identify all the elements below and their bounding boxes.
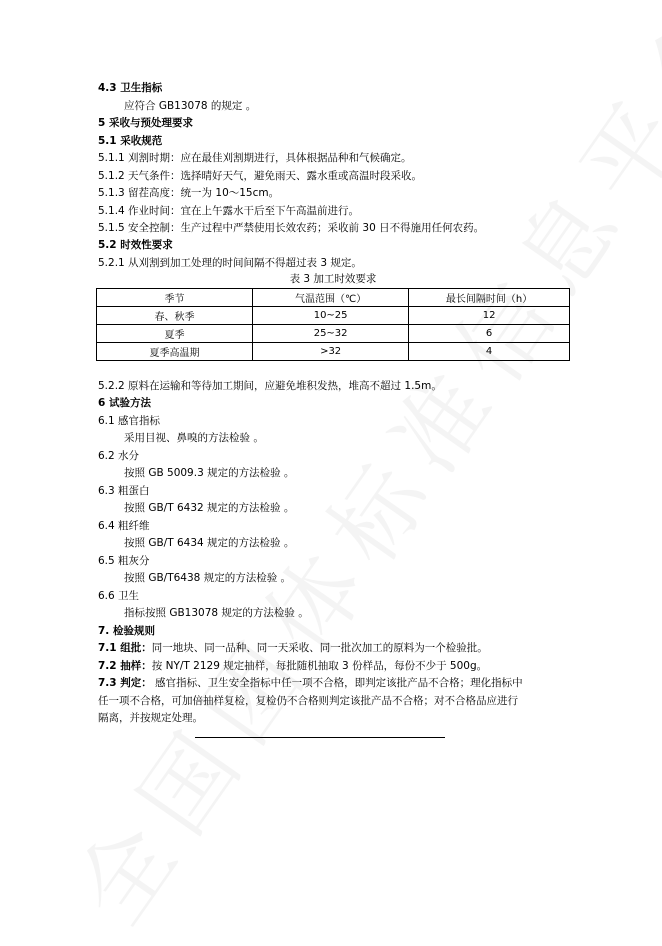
- clause-6-6: 6.6 卫生: [98, 590, 140, 602]
- heading-4-3: 4.3 卫生指标: [98, 82, 163, 94]
- table-header-cell: 季节: [97, 289, 253, 307]
- paragraph: 采用目视、鼻嗅的方法检验 。: [124, 432, 264, 444]
- clause-6-5: 6.5 粗灰分: [98, 555, 150, 567]
- table-row: [97, 343, 570, 361]
- heading-5: 5 采收与预处理要求: [98, 117, 193, 129]
- table-caption: 表 3 加工时效要求: [289, 273, 377, 285]
- clause-6-4: 6.4 粗纤维: [98, 520, 150, 532]
- paragraph: 指标按照 GB13078 规定的方法检验 。: [124, 607, 309, 619]
- clause-text: 感官指标、卫生安全指标中任一项不合格，即判定该批产品不合格；理化指标中: [151, 677, 523, 689]
- heading-7: 7. 检验规则: [98, 625, 155, 637]
- clause-5-1-5: 5.1.5 安全控制：生产过程中严禁使用长效农药；采收前 30 日不得施用任何农药。: [98, 222, 485, 234]
- clause-text: 按 NY/T 2129 规定抽样，每批随机抽取 3 份样品，每份不少于 500g。: [151, 660, 488, 672]
- table-cell: >32: [253, 343, 409, 361]
- table-cell: 春、秋季: [97, 307, 253, 325]
- clause-5-2-1: 5.2.1 从刈割到加工处理的时间间隔不得超过表 3 规定。: [98, 257, 362, 269]
- clause-5-1-4: 5.1.4 作业时间：宜在上午露水干后至下午高温前进行。: [98, 205, 360, 217]
- paragraph: 按照 GB/T 6434 规定的方法检验 。: [124, 537, 295, 549]
- clause-6-3: 6.3 粗蛋白: [98, 485, 150, 497]
- table-header-row: [97, 289, 570, 307]
- clause-label: 7.3 判定：: [98, 677, 152, 689]
- clause-5-1-3: 5.1.3 留茬高度：统一为 10～15cm。: [98, 187, 280, 199]
- table-cell: 4: [409, 343, 570, 361]
- table-cell: 12: [409, 307, 570, 325]
- clause-text: 同一地块、同一品种、同一天采收、同一批次加工的原料为一个检验批。: [151, 642, 488, 654]
- paragraph: 按照 GB 5009.3 规定的方法检验 。: [124, 467, 295, 479]
- paragraph: 按照 GB/T 6432 规定的方法检验 。: [124, 502, 295, 514]
- paragraph: 按照 GB/T6438 规定的方法检验 。: [124, 572, 292, 584]
- heading-5-2: 5.2 时效性要求: [98, 239, 173, 251]
- heading-5-1: 5.1 采收规范: [98, 135, 163, 147]
- table-cell: 25~32: [253, 325, 409, 343]
- clause-7-2: [98, 658, 487, 674]
- clause-7-3: [98, 675, 523, 691]
- table-cell: 10~25: [253, 307, 409, 325]
- clause-5-2-2: 5.2.2 原料在运输和等待加工期间，应避免堆积发热，堆高不超过 1.5m。: [98, 380, 442, 392]
- clause-6-2: 6.2 水分: [98, 450, 140, 462]
- clause-5-1-1: 5.1.1 刈割时期：应在最佳刈割期进行，具体根据品种和气候确定。: [98, 152, 412, 164]
- clause-label: 7.2 抽样：: [98, 660, 152, 672]
- table-cell: 夏季高温期: [97, 343, 253, 361]
- table-header-cell: 最长间隔时间（h）: [409, 289, 570, 307]
- paragraph: 应符合 GB13078 的规定 。: [124, 100, 257, 112]
- heading-6: 6 试验方法: [98, 397, 151, 409]
- clause-label: 7.1 组批：: [98, 642, 152, 654]
- clause-5-1-2: 5.1.2 天气条件：选择晴好天气，避免雨天、露水重或高温时段采收。: [98, 170, 423, 182]
- table-row: [97, 307, 570, 325]
- clause-7-1: [98, 640, 488, 656]
- table-cell: 6: [409, 325, 570, 343]
- clause-7-3-cont: 任一项不合格，可加倍抽样复检，复检仍不合格则判定该批产品不合格；对不合格品应进行: [98, 695, 518, 707]
- processing-time-table: [96, 288, 570, 361]
- end-rule: [195, 737, 445, 738]
- table-header-cell: 气温范围（℃）: [253, 289, 409, 307]
- table-row: [97, 325, 570, 343]
- clause-6-1: 6.1 感官指标: [98, 415, 161, 427]
- clause-7-3-cont: 隔离，并按规定处理。: [98, 712, 203, 724]
- table-cell: 夏季: [97, 325, 253, 343]
